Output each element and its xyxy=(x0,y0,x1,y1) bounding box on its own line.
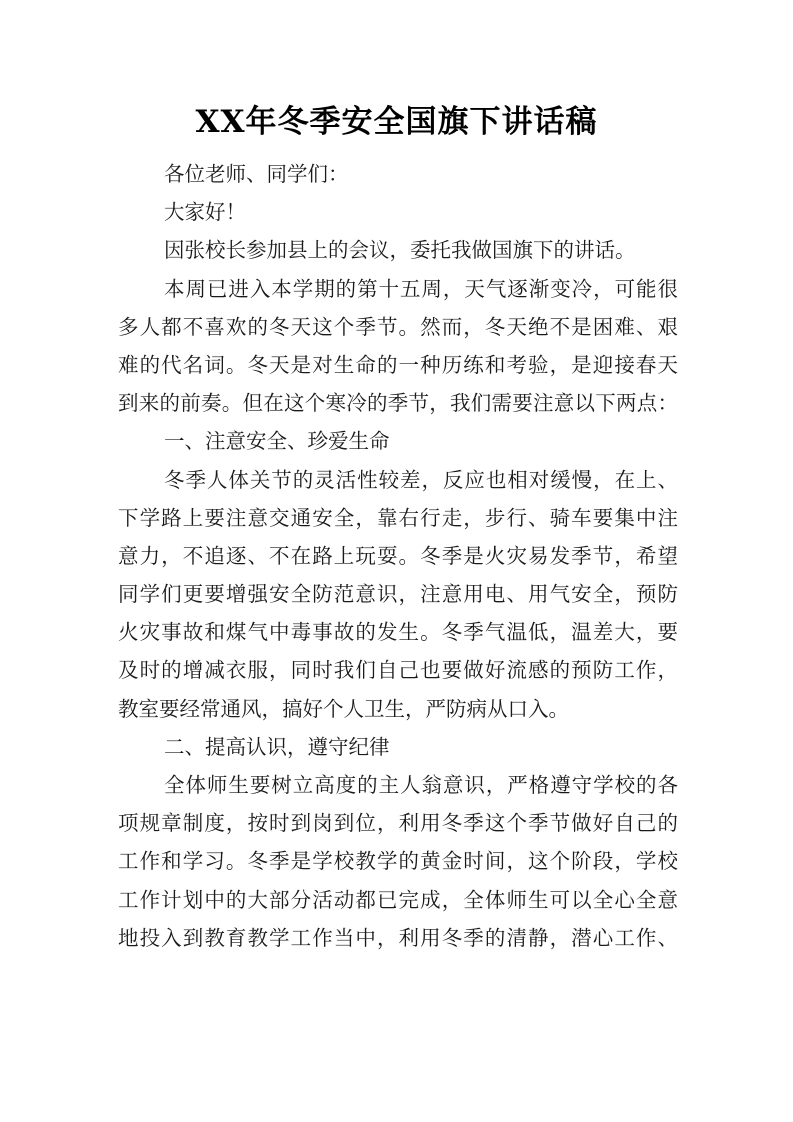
text-line: 各位老师、同学们： xyxy=(164,162,349,186)
text-line: 到来的前奏。但在这个寒冷的季节，我们需要注意以下两点： xyxy=(118,391,678,416)
text-line: 冬季人体关节的灵活性较差，反应也相对缓慢，在上、 xyxy=(164,467,678,492)
text-line: 同学们更要增强安全防范意识，注意用电、用气安全，预防 xyxy=(118,582,678,607)
text-line: 火灾事故和煤气中毒事故的发生。冬季气温低，温差大，要 xyxy=(118,620,678,645)
text-line: 多人都不喜欢的冬天这个季节。然而，冬天绝不是困难、艰 xyxy=(118,314,678,339)
text-line: 地投入到教育教学工作当中，利用冬季的清静，潜心工作、 xyxy=(118,925,678,950)
text-line: 二、提高认识，遵守纪律 xyxy=(164,734,390,759)
document-body xyxy=(118,155,678,957)
text-line: 一、注意安全、珍爱生命 xyxy=(164,429,390,454)
text-line: 意力，不追逐、不在路上玩耍。冬季是火灾易发季节，希望 xyxy=(118,543,678,568)
text-line: 下学路上要注意交通安全，靠右行走，步行、骑车要集中注 xyxy=(118,505,678,530)
text-line: 因张校长参加县上的会议，委托我做国旗下的讲话。 xyxy=(164,238,636,263)
text-line: 教室要经常通风，搞好个人卫生，严防病从口入。 xyxy=(118,696,569,721)
text-line: 本周已进入本学期的第十五周，天气逐渐变冷，可能很 xyxy=(164,276,678,301)
text-line: 工作计划中的大部分活动都已完成，全体师生可以全心全意 xyxy=(118,887,678,912)
text-line: 工作和学习。冬季是学校教学的黄金时间，这个阶段，学校 xyxy=(118,849,678,874)
document-title: XX年冬季安全国旗下讲话稿 xyxy=(195,104,598,140)
text-line: 全体师生要树立高度的主人翁意识，严格遵守学校的各 xyxy=(164,773,678,797)
text-line: 难的代名词。冬天是对生命的一种历练和考验，是迎接春天 xyxy=(118,352,678,377)
text-line: 项规章制度，按时到岗到位，利用冬季这个季节做好自己的 xyxy=(118,811,678,836)
text-line: 及时的增减衣服，同时我们自己也要做好流感的预防工作， xyxy=(118,658,678,683)
text-line: 大家好！ xyxy=(164,200,246,225)
